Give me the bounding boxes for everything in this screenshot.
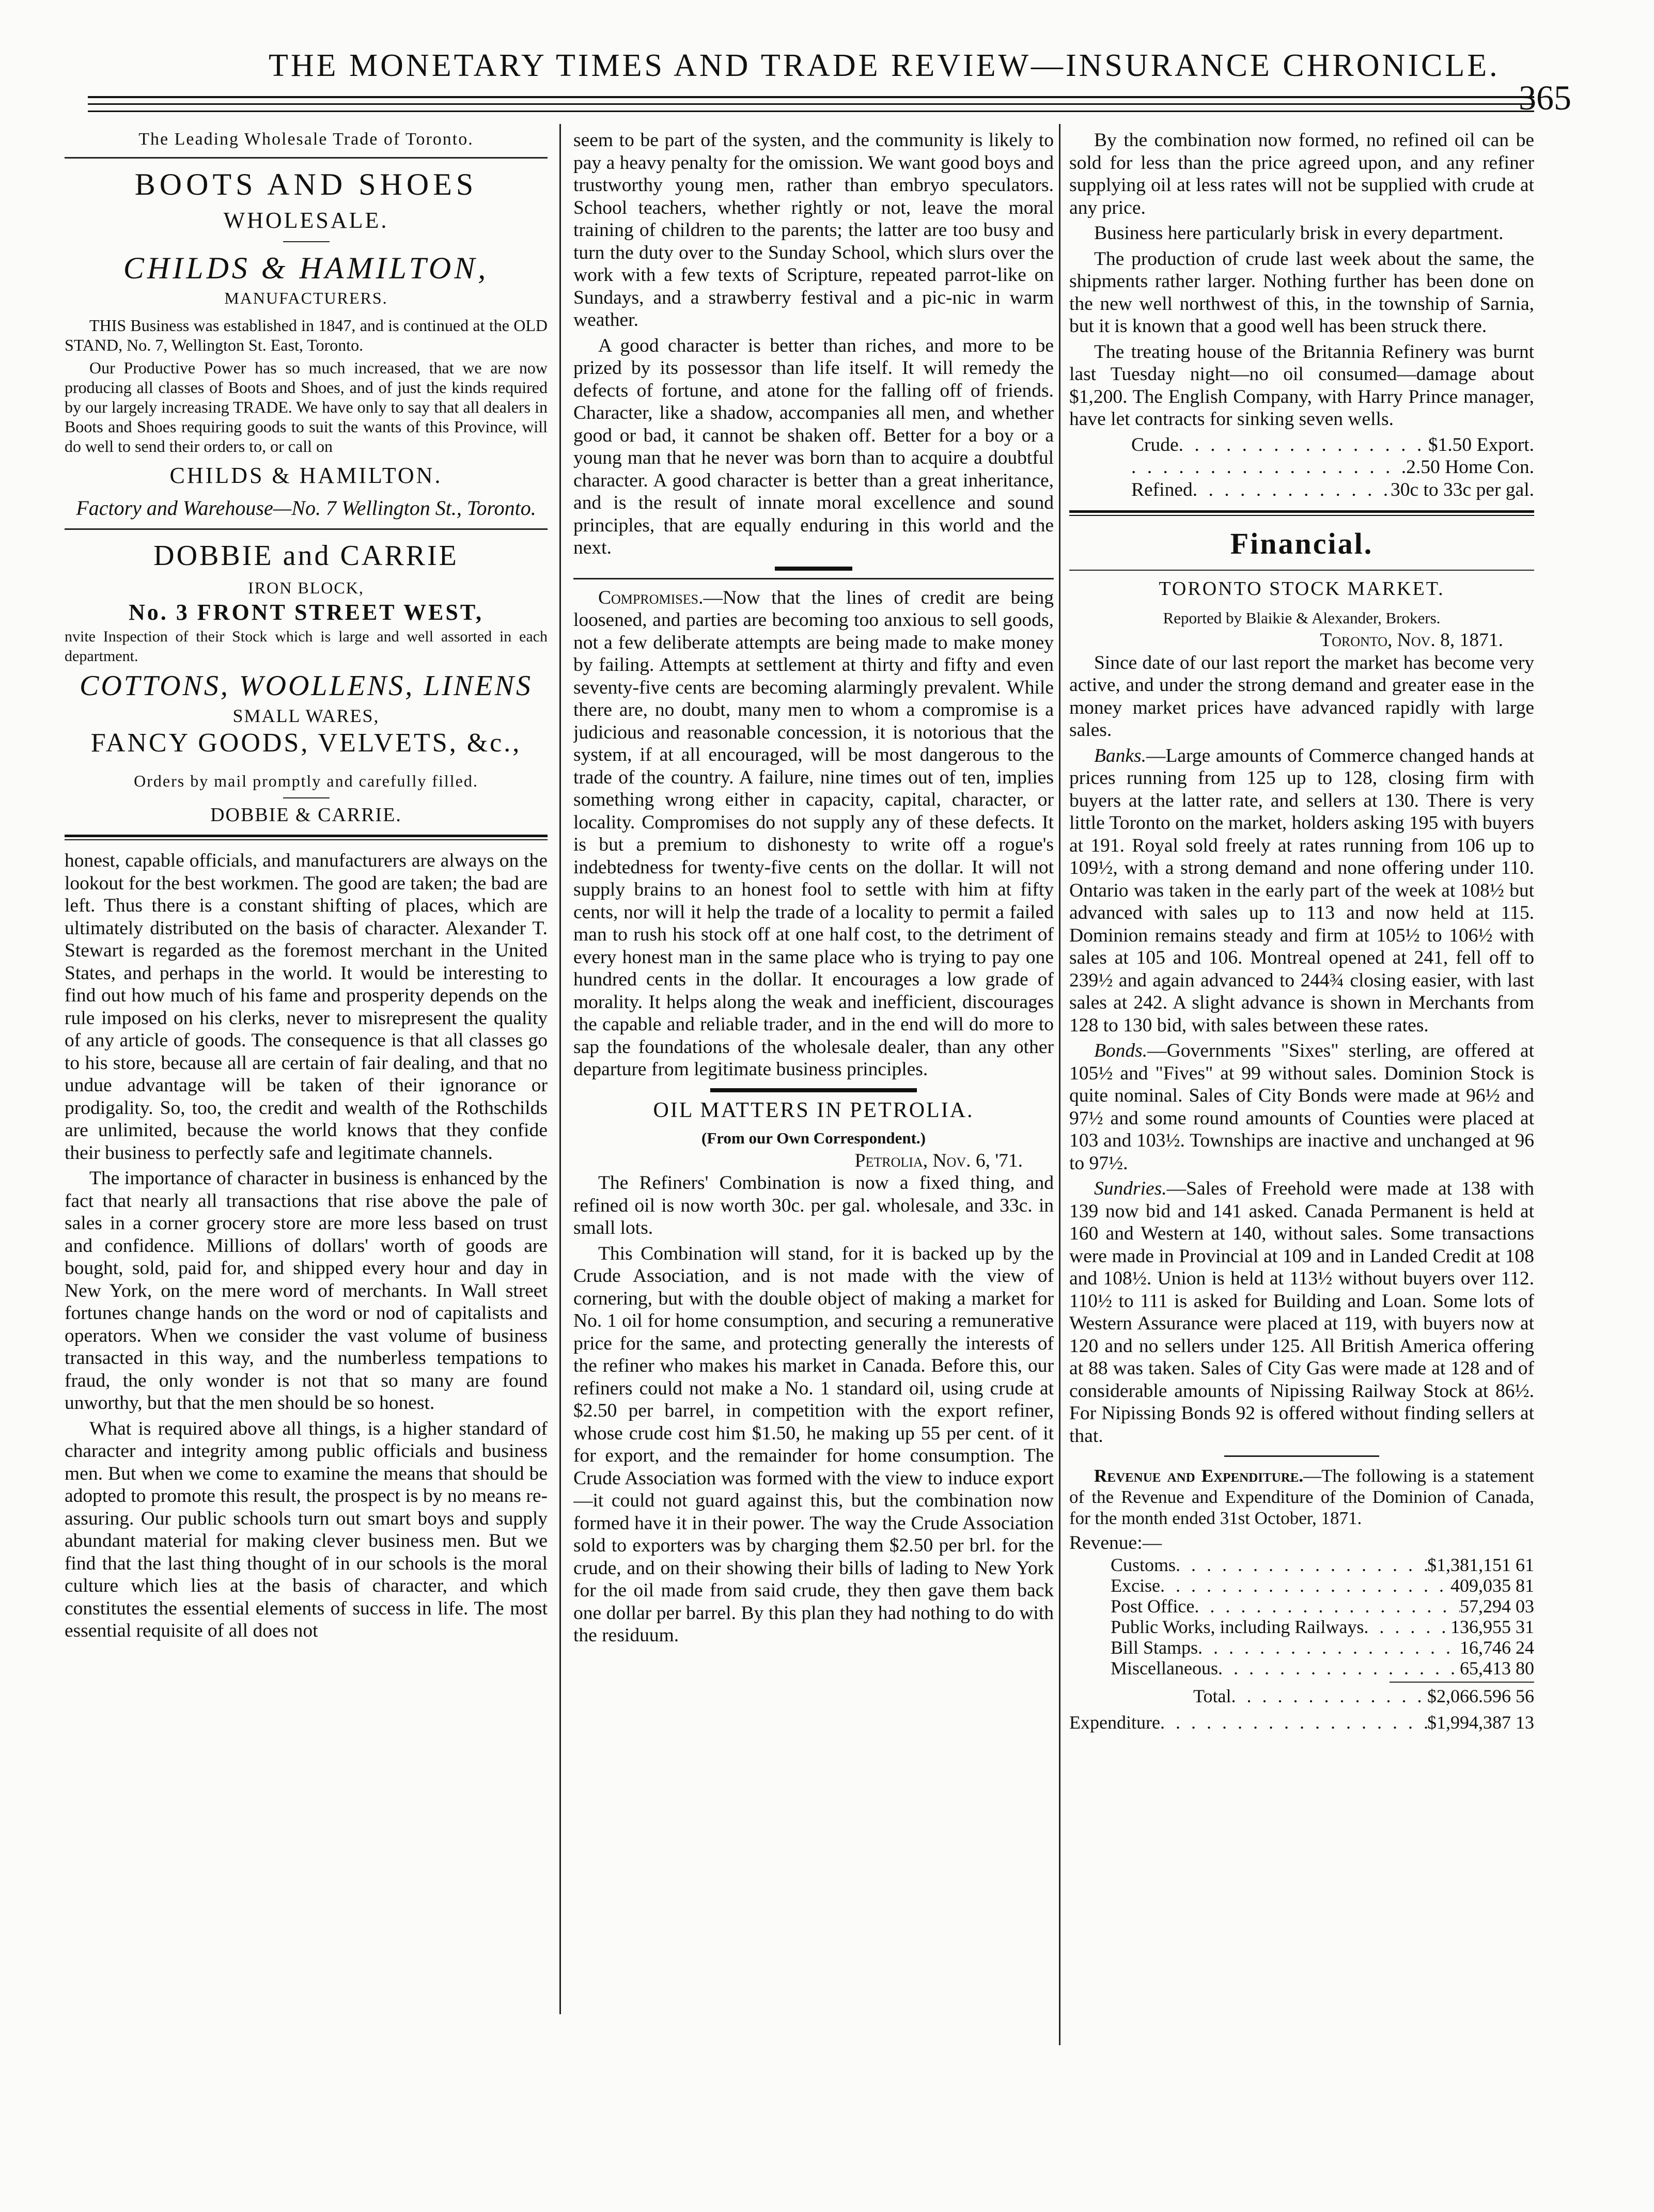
revenue-row: [1111, 1617, 1534, 1637]
oil-dateline: Petrolia, Nov. 6, '71.: [854, 1150, 1023, 1171]
bonds-body: —Governments "Sixes" sterling, are offered at 105½ and "Fives" at 99 without sales. Dominion Stock is quite nominal. Sales of City Bonds were made at 96½ and 97½ and some round amounts of Counties were placed at 103 and 103½. Townships are inactive and unchanged at 96 to 97½.: [1069, 1040, 1534, 1174]
stock-market-title: TORONTO STOCK MARKET.: [1159, 578, 1445, 600]
revenue-row: [1111, 1575, 1534, 1596]
leader-dots: [1193, 479, 1391, 501]
ad-goods: SMALL WARES,: [232, 705, 380, 726]
revenue-paragraph: [1069, 1465, 1534, 1529]
divider: [710, 1088, 917, 1092]
ad-subheadline: WHOLESALE.: [223, 208, 389, 233]
ad-role: MANUFACTURERS.: [224, 289, 388, 307]
expenditure-row: [1069, 1712, 1534, 1734]
revenue-item-label: Miscellaneous: [1111, 1657, 1218, 1678]
financial-heading: Financial.: [1230, 527, 1374, 560]
revenue-row: [1111, 1637, 1534, 1658]
revenue-row: [1111, 1596, 1534, 1617]
ad-firm-name-2: CHILDS & HAMILTON.: [169, 463, 443, 488]
article-paragraph: The importance of character in business is enhanced by the fact that nearly all transactions that rise above the pale of sales in a corner grocery store are more less based on trust and confidence. Millions of dollars' worth of goods are bought, sold, paid for, and shipped every hour and day in New York, on the mere word of merchants. In Wall street fortunes change hands on the word or nod of capitalists and operators. When we consider the vast volume of business transacted in this way, and the numberless tempations to fraud, the only wonder is not that so many are found unworthy, but that the men should be so honest.: [65, 1168, 548, 1414]
banks-lead: Banks.: [1094, 745, 1147, 766]
expenditure-label: Expenditure: [1069, 1712, 1160, 1733]
leader-dots: [1194, 1596, 1460, 1617]
leader-dots: [1160, 1712, 1427, 1734]
divider: [573, 578, 1054, 579]
revenue-item-label: Excise: [1111, 1575, 1160, 1596]
price-row: [1131, 434, 1534, 457]
price-label: Crude: [1131, 434, 1179, 456]
revenue-item-label: Customs: [1111, 1554, 1176, 1575]
price-row: [1131, 479, 1534, 501]
price-value: 2.50 Home Con.: [1406, 457, 1534, 478]
revenue-lead: Revenue and Expenditure.: [1094, 1466, 1304, 1486]
compromises-body: —Now that the lines of credit are being loosened, and parties are becoming too anxious to sell goods, not a few deliberate attempts are being made to make money by failing. Attempts at settlement at thirty and fifty and even seventy-five cents are becoming alarmingly prevalent. While there are, no doubt, many men to whom a compromise is a judicious and reasonable concession, it is notorious that the system, if at all encouraged, will be most dangerous to the trade of the country. A failure, nine times out of ten, implies something wrong either in capacity, capital, character, or locality. Compromises do not supply any of these defects. It is but a premium to dishonesty to write off a rogue's indebtedness for twenty-five cents on the dollar. It will not supply brains to an honest fool to settle with him at fifty cents, nor will it help the trade of a locality to permit a failed man to rush his stock off at one half cost, to the detriment of every honest man in the same place who is trying to pay one hundred cents in the dollar. It encourages a low grade of morality. It helps along the weak and inefficient, discourages the capable and reliable trader, and in the end will do more to sap the foundations of the wholesale dealer, than any other departure from legitimate business principles.: [573, 587, 1054, 1080]
ad-block: IRON BLOCK,: [248, 578, 364, 597]
revenue-table: [1069, 1555, 1534, 1706]
bonds-lead: Bonds.: [1094, 1040, 1148, 1061]
column-2: [573, 129, 1054, 2040]
sundries-paragraph: [1069, 1178, 1534, 1447]
article-paragraph: honest, capable officials, and manufacturers are always on the lookout for the best workmen. The good are taken; the bad are left. Thus there is a constant shifting of places, which are ultimately distributed on the basis of character. Alexander T. Stewart is regarded as the foremost merchant in the United States, and perhaps in the world. It would be interesting to find out how much of his fame and prosperity depends on the rule imposed on his clerks, never to misrepresent the quality of any article of goods. The consequence is that all classes go to his store, because all are certain of fair dealing, and that no undue advantage will be taken of their ignorance or prodigality. So, too, the credit and wealth of the Rothschilds are unlimited, because the world knows that they confide their business to perfectly safe and legitimate channels.: [65, 850, 548, 1164]
total-amount: $2,066.596 56: [1427, 1685, 1534, 1706]
leader-dots: [1176, 1555, 1427, 1575]
article-paragraph: Business here particularly brisk in every department.: [1094, 223, 1504, 244]
leader-dots: [1364, 1617, 1450, 1637]
revenue-item-label: Post Office: [1111, 1595, 1195, 1617]
ad-headline: BOOTS AND SHOES: [134, 167, 478, 201]
divider: [65, 528, 548, 530]
ad-paragraph: Our Productive Power has so much increased, that we are now producing all classes of Boots and Shoes, and of just the kinds required by our largely increasing TRADE. We have only to say that all dealers in Boots and Shoes requiring goods to suit the wants of this Province, will do well to send their orders to, or call on: [65, 358, 548, 456]
banks-paragraph: [1069, 745, 1534, 1037]
ad-goods: FANCY GOODS, VELVETS, &c.,: [90, 728, 522, 758]
sundries-lead: Sundries.: [1094, 1178, 1167, 1199]
price-row: [1131, 456, 1534, 479]
leading-trade-heading: The Leading Wholesale Trade of Toronto.: [138, 130, 474, 149]
stock-dateline: Toronto, Nov. 8, 1871.: [1320, 630, 1503, 651]
column-3: [1069, 129, 1534, 2092]
ad-paragraph: THIS Business was established in 1847, and is continued at the OLD STAND, No. 7, Wellington St. East, Toronto.: [65, 316, 548, 354]
divider: [1069, 570, 1534, 571]
article-paragraph: The Refiners' Combination is now a fixed thing, and refined oil is now worth 30c. per gal. wholesale, and 33c. in small lots.: [573, 1172, 1054, 1238]
header-rule: [88, 111, 1534, 112]
divider: [283, 797, 330, 798]
ad-signature: DOBBIE & CARRIE.: [210, 804, 402, 826]
header-rule: [88, 103, 1534, 105]
divider: [65, 157, 548, 159]
price-value: 30c to 33c per gal.: [1390, 479, 1534, 500]
expenditure-amount: $1,994,387 13: [1427, 1712, 1534, 1733]
divider: [1224, 1455, 1379, 1457]
total-label: Total: [1193, 1685, 1231, 1706]
compromises-paragraph: [573, 587, 1054, 1081]
leader-dots: [1160, 1575, 1450, 1596]
article-paragraph: Since date of our last report the market has become very active, and under the strong demand and greater ease in the money market prices have advanced rapidly with large sales.: [1069, 652, 1534, 741]
price-value: $1.50 Export.: [1428, 434, 1534, 456]
sum-rule: [1390, 1682, 1534, 1683]
revenue-item-amount: 57,294 03: [1460, 1595, 1534, 1617]
banks-body: —Large amounts of Commerce changed hands at prices running from 125 up to 128, closing firm with buyers at the latter rate, and sellers at 130. There is very little Toronto on the market, holders asking 195 with buyers at 191. Royal sold freely at rates running from 106 up to 109½, with a strong demand and none offering under 110. Ontario was taken in the early part of the week at 108½ but advanced with sales up to 113 and now held at 115. Dominion remains steady and firm at 105½ to 106½ with sales at 105 and 106. Montreal opened at 241, fell off to 239½ and again advanced to 244¾ closing easier, with last sales at 242. A slight advance is shown in Merchants from 128 to 130 bid, with sales between these rates.: [1069, 745, 1534, 1036]
leader-dots: [1231, 1686, 1427, 1706]
leader-dots: [1131, 456, 1406, 479]
article-paragraph: The treating house of the Britannia Refinery was burnt last Tuesday night—no oil consumed—damage about $1,200. The English Company, with Harry Prince manager, have let contracts for sinking seven wells.: [1069, 341, 1534, 430]
oil-prices: [1069, 434, 1534, 501]
oil-source: (From our Own Correspondent.): [701, 1129, 926, 1147]
ad-street: No. 3 FRONT STREET WEST,: [129, 600, 483, 625]
revenue-total-row: [1111, 1686, 1534, 1706]
page-number: 365: [1519, 78, 1571, 117]
reported-by: Reported by Blaikie & Alexander, Brokers.: [1163, 608, 1441, 627]
revenue-item-label: Public Works, including Railways: [1111, 1616, 1364, 1637]
column-1: [65, 129, 548, 2040]
ad-goods: COTTONS, WOOLLENS, LINENS: [80, 670, 533, 702]
ad-invite: nvite Inspection of their Stock which is large and well assorted in each department.: [65, 628, 548, 665]
divider: [1069, 510, 1534, 516]
bonds-paragraph: [1069, 1040, 1534, 1174]
article-paragraph: This Combination will stand, for it is backed up by the Crude Association, and is not made with the view of cornering, but with the double object of making a market for No. 1 oil for home consumption, and securing a remunerative price for the same, and protecting generally the interests of the refiner who makes his market in Canada. Before this, our refiners could not make a No. 1 standard oil, using crude at $2.50 per barrel, in competition with the export refiner, whose crude cost him $1.50, he making up 55 per cent. of it for export, and the remainder for home consumption. The Crude Association was formed with the view to induce export—it could not guard against this, but the combination now formed have it in their power. The way the Crude Association sold to exporters was by charging them $2.50 per brl. for the crude, and on their showing their bills of lading to New York for the oil made from said crude, they then gave them back one dollar per barrel. By this plan they had nothing to do with the residuum.: [573, 1243, 1054, 1646]
ad-orders: Orders by mail promptly and carefully filled.: [134, 772, 478, 790]
column-divider: [559, 124, 561, 2014]
ad-childs-hamilton: [65, 166, 548, 521]
revenue-item-label: Bill Stamps: [1111, 1637, 1198, 1658]
leader-dots: [1198, 1637, 1460, 1658]
ad-headline: DOBBIE and CARRIE: [153, 540, 459, 572]
article-paragraph: The production of crude last week about the same, the shipments rather larger. Nothing further has been done on the new well northwest of this, in the township of Sarnia, but it is known that a good well has been struck there.: [1069, 248, 1534, 337]
column-divider: [1059, 124, 1060, 2045]
revenue-item-amount: 65,413 80: [1460, 1657, 1534, 1678]
revenue-item-amount: $1,381,151 61: [1427, 1554, 1534, 1575]
revenue-item-amount: 16,746 24: [1460, 1637, 1534, 1658]
article-paragraph: By the combination now formed, no refined oil can be sold for less than the price agreed upon, and any refiner supplying oil at less rates will not be supplied with crude at any price.: [1069, 130, 1534, 218]
revenue-label: Revenue:—: [1069, 1532, 1162, 1554]
article-paragraph: A good character is better than riches, and more to be prized by its possessor than life itself. It will remedy the defects of fortune, and atone for the falling off of friends. Character, like a shadow, accompanies all men, and whether good or bad, it cannot be shaken off. Better for a boy or a young man that he never was born than to acquire a doubtful character. A good character is better than a great inheritance, and is the result of innate moral excellence and sound principles, that are equally enduring in this world and the next.: [573, 335, 1054, 558]
ad-address: Factory and Warehouse—No. 7 Wellington St., Toronto.: [76, 496, 536, 520]
article-paragraph: seem to be part of the systen, and the community is likely to pay a heavy penalty for the omission. We want good boys and trustworthy young men, rather than embryo speculators. School teachers, whether rightly or not, leave the moral training of children to the parents; the latter are too busy and turn the duty over to the Sunday School, which slurs over the work with a few texts of Scripture, repeated parrot-like on Sundays, and a strawberry festival and a pic-nic in warm weather.: [573, 130, 1054, 331]
compromises-lead: Compromises.: [598, 587, 704, 608]
divider: [65, 835, 548, 840]
leader-dots: [1179, 434, 1428, 457]
oil-section-title: OIL MATTERS IN PETROLIA.: [653, 1098, 974, 1122]
article-paragraph: What is required above all things, is a higher standard of character and integrity among public officials and business men. But when we come to examine the means that should be adopted to promote this result, the prospect is by no means re-assuring. Our public schools turn out smart boys and supply abundant material for making clever business men. But we find that the last thing thought of in our schools is the moral culture which lies at the basis of character, and which constitutes the essential elements of success in life. The most essential requisite of all does not: [65, 1418, 548, 1641]
divider: [283, 241, 330, 242]
price-label: Refined: [1131, 479, 1193, 500]
header-rule: [88, 96, 1534, 98]
leader-dots: [1218, 1658, 1460, 1678]
page-header-title: THE MONETARY TIMES AND TRADE REVIEW—INSURANCE CHRONICLE.: [269, 48, 1500, 83]
revenue-row: [1111, 1658, 1534, 1678]
revenue-item-amount: 136,955 31: [1450, 1616, 1534, 1637]
revenue-item-amount: 409,035 81: [1450, 1575, 1534, 1596]
ad-firm-name: CHILDS & HAMILTON,: [123, 251, 489, 285]
revenue-row: [1111, 1555, 1534, 1575]
divider: [775, 567, 852, 571]
ad-dobbie-carrie: [65, 537, 548, 825]
sundries-body: —Sales of Freehold were made at 138 with 139 now bid and 141 asked. Canada Permanent is held at 160 and Western at 140, without sales. Some transactions were made in Provincial at 109 and in Landed Credit at 108 and 108½. Union is held at 113½ without buyers over 112. 110½ to 111 is asked for Building and Loan. Some lots of Western Assurance were placed at 119, with buyers now at 120 and no sellers under 125. All British America offering at 88 was taken. Sales of City Gas were made at 128 and of considerable amounts of Nipissing Railway Stock at 86½. For Nipissing Bonds 92 is offered without finding sellers at that.: [1069, 1178, 1534, 1447]
revenue-body: —The following is a statement of the Revenue and Expenditure of the Dominion of Canada, for the month ended 31st October, 1871.: [1069, 1466, 1534, 1528]
